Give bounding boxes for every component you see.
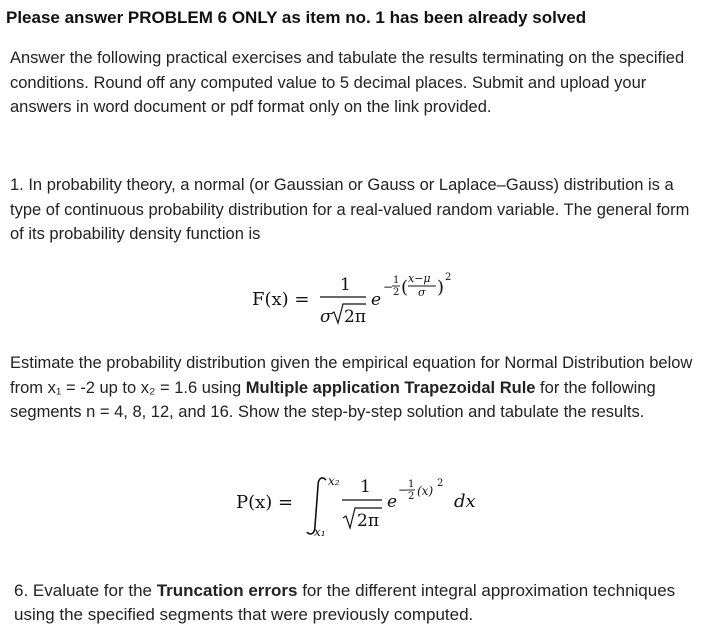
item-6-paragraph <box>14 579 704 627</box>
formula2-e: e <box>387 492 398 512</box>
item6-bold-truncation: Truncation errors <box>156 581 298 600</box>
item6-text-2: for the different integral approximation techniques using the specified segments that were previously computed. <box>14 581 676 624</box>
item6-text-1: 6. Evaluate for the <box>14 581 157 600</box>
formula2-exp-power: 2 <box>437 478 444 489</box>
formula2-lhs: P(x) = <box>236 492 294 513</box>
page-header: Please answer PROBLEM 6 ONLY as item no. 1 has been already solved <box>6 8 587 27</box>
formula1-exp-minus: − <box>383 280 394 294</box>
formula1-exp-half-num: 1 <box>393 275 400 286</box>
item-1-paragraph: 1. In probability theory, a normal (or Gaussian or Gauss or Laplace–Gauss) distribution is a type of continuous probability distribution for a real-valued random variable. The general form of its probability density function is <box>10 176 690 243</box>
formula1-exp-paren-open: ( <box>401 277 409 298</box>
formula1-sqrt-arg: 2π <box>344 307 366 327</box>
formula2-sqrt-arg: 2π <box>357 511 379 531</box>
formula1-sigma: σ <box>320 307 332 327</box>
formula2-exp-half-num: 1 <box>408 479 415 490</box>
estimate-text-2: for the following segments n = 4, 8, 12, and 16. Show the step-by-step solution and tabulate the results. <box>10 378 656 421</box>
estimate-text-1: Estimate the probability distribution given the empirical equation for Normal Distribution below from x₁ = -2 up to x₂ = 1.6 using <box>10 354 693 397</box>
formula1-exp-power: 2 <box>445 272 452 283</box>
formula2-dx: dx <box>454 491 476 512</box>
formula2-exp-half-den: 2 <box>408 491 415 502</box>
formula2-exp-x: (x) <box>417 484 434 498</box>
formula2-numerator: 1 <box>360 477 371 497</box>
formula1-exp-half-den: 2 <box>393 287 400 298</box>
estimate-paragraph <box>10 351 702 425</box>
formula1-exp-frac-num: x−μ <box>408 272 431 285</box>
probability-integral-formula <box>230 468 490 540</box>
formula1-e: e <box>371 290 382 310</box>
formula2-lower: x₁ <box>314 525 326 539</box>
formula1-exp-frac-den: σ <box>418 286 426 299</box>
formula1-numerator: 1 <box>340 275 351 295</box>
formula1-exp-paren-close: ) <box>437 277 445 298</box>
instructions-paragraph: Answer the following practical exercises and tabulate the results terminating on the specified conditions. Round off any computed value to 5 decimal places. Submit and upload your answers in word document or pdf format only on the link provided. <box>10 49 685 116</box>
formula2-upper: x₂ <box>328 474 340 488</box>
formula1-lhs: F(x) = <box>252 289 310 310</box>
normal-pdf-formula <box>240 262 490 342</box>
formula2-exp-minus: − <box>398 483 409 497</box>
estimate-bold-method: Multiple application Trapezoidal Rule <box>245 378 536 397</box>
